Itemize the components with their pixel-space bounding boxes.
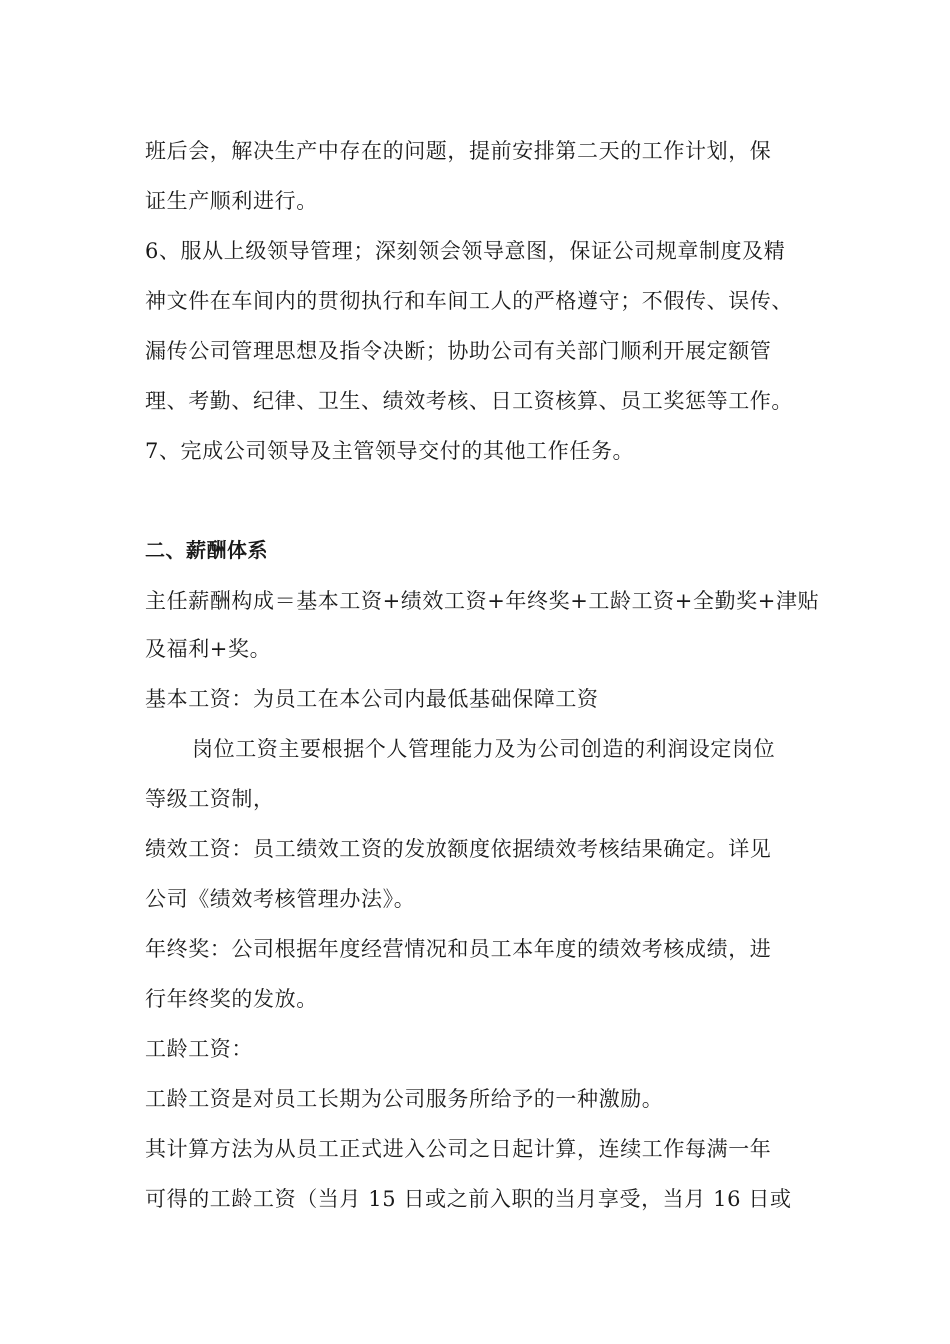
text-line: 班后会，解决生产中存在的问题，提前安排第二天的工作计划，保 (145, 139, 772, 163)
text-line: 6、服从上级领导管理；深刻领会领导意图，保证公司规章制度及精 (145, 239, 786, 263)
text-line: 等级工资制， (145, 787, 275, 811)
text-line: 主任薪酬构成＝基本工资+绩效工资+年终奖+工龄工资+全勤奖+津贴 (145, 589, 820, 613)
text-line: 可得的工龄工资（当月 15 日或之前入职的当月享受，当月 16 日或 (145, 1187, 792, 1211)
text-line: 7、完成公司领导及主管领导交付的其他工作任务。 (145, 439, 635, 463)
text-line: 漏传公司管理思想及指令决断；协助公司有关部门顺利开展定额管 (145, 339, 772, 363)
text-line: 神文件在车间内的贯彻执行和车间工人的严格遵守；不假传、误传、 (145, 289, 793, 313)
text-line: 及福利+奖。 (145, 637, 272, 661)
text-line: 绩效工资：员工绩效工资的发放额度依据绩效考核结果确定。详见 (145, 837, 772, 861)
text-line: 行年终奖的发放。 (145, 987, 318, 1011)
section-heading: 二、薪酬体系 (145, 538, 268, 562)
text-line: 工龄工资： (145, 1037, 253, 1061)
text-line: 证生产顺利进行。 (145, 189, 318, 213)
text-line: 年终奖：公司根据年度经营情况和员工本年度的绩效考核成绩，进 (145, 937, 772, 961)
text-line: 其计算方法为从员工正式进入公司之日起计算，连续工作每满一年 (145, 1137, 772, 1161)
text-line: 理、考勤、纪律、卫生、绩效考核、日工资核算、员工奖惩等工作。 (145, 389, 793, 413)
text-line: 工龄工资是对员工长期为公司服务所给予的一种激励。 (145, 1087, 664, 1111)
text-line: 公司《绩效考核管理办法》。 (145, 887, 416, 911)
text-line: 岗位工资主要根据个人管理能力及为公司创造的利润设定岗位 (192, 737, 776, 761)
text-line: 基本工资：为员工在本公司内最低基础保障工资 (145, 687, 599, 711)
